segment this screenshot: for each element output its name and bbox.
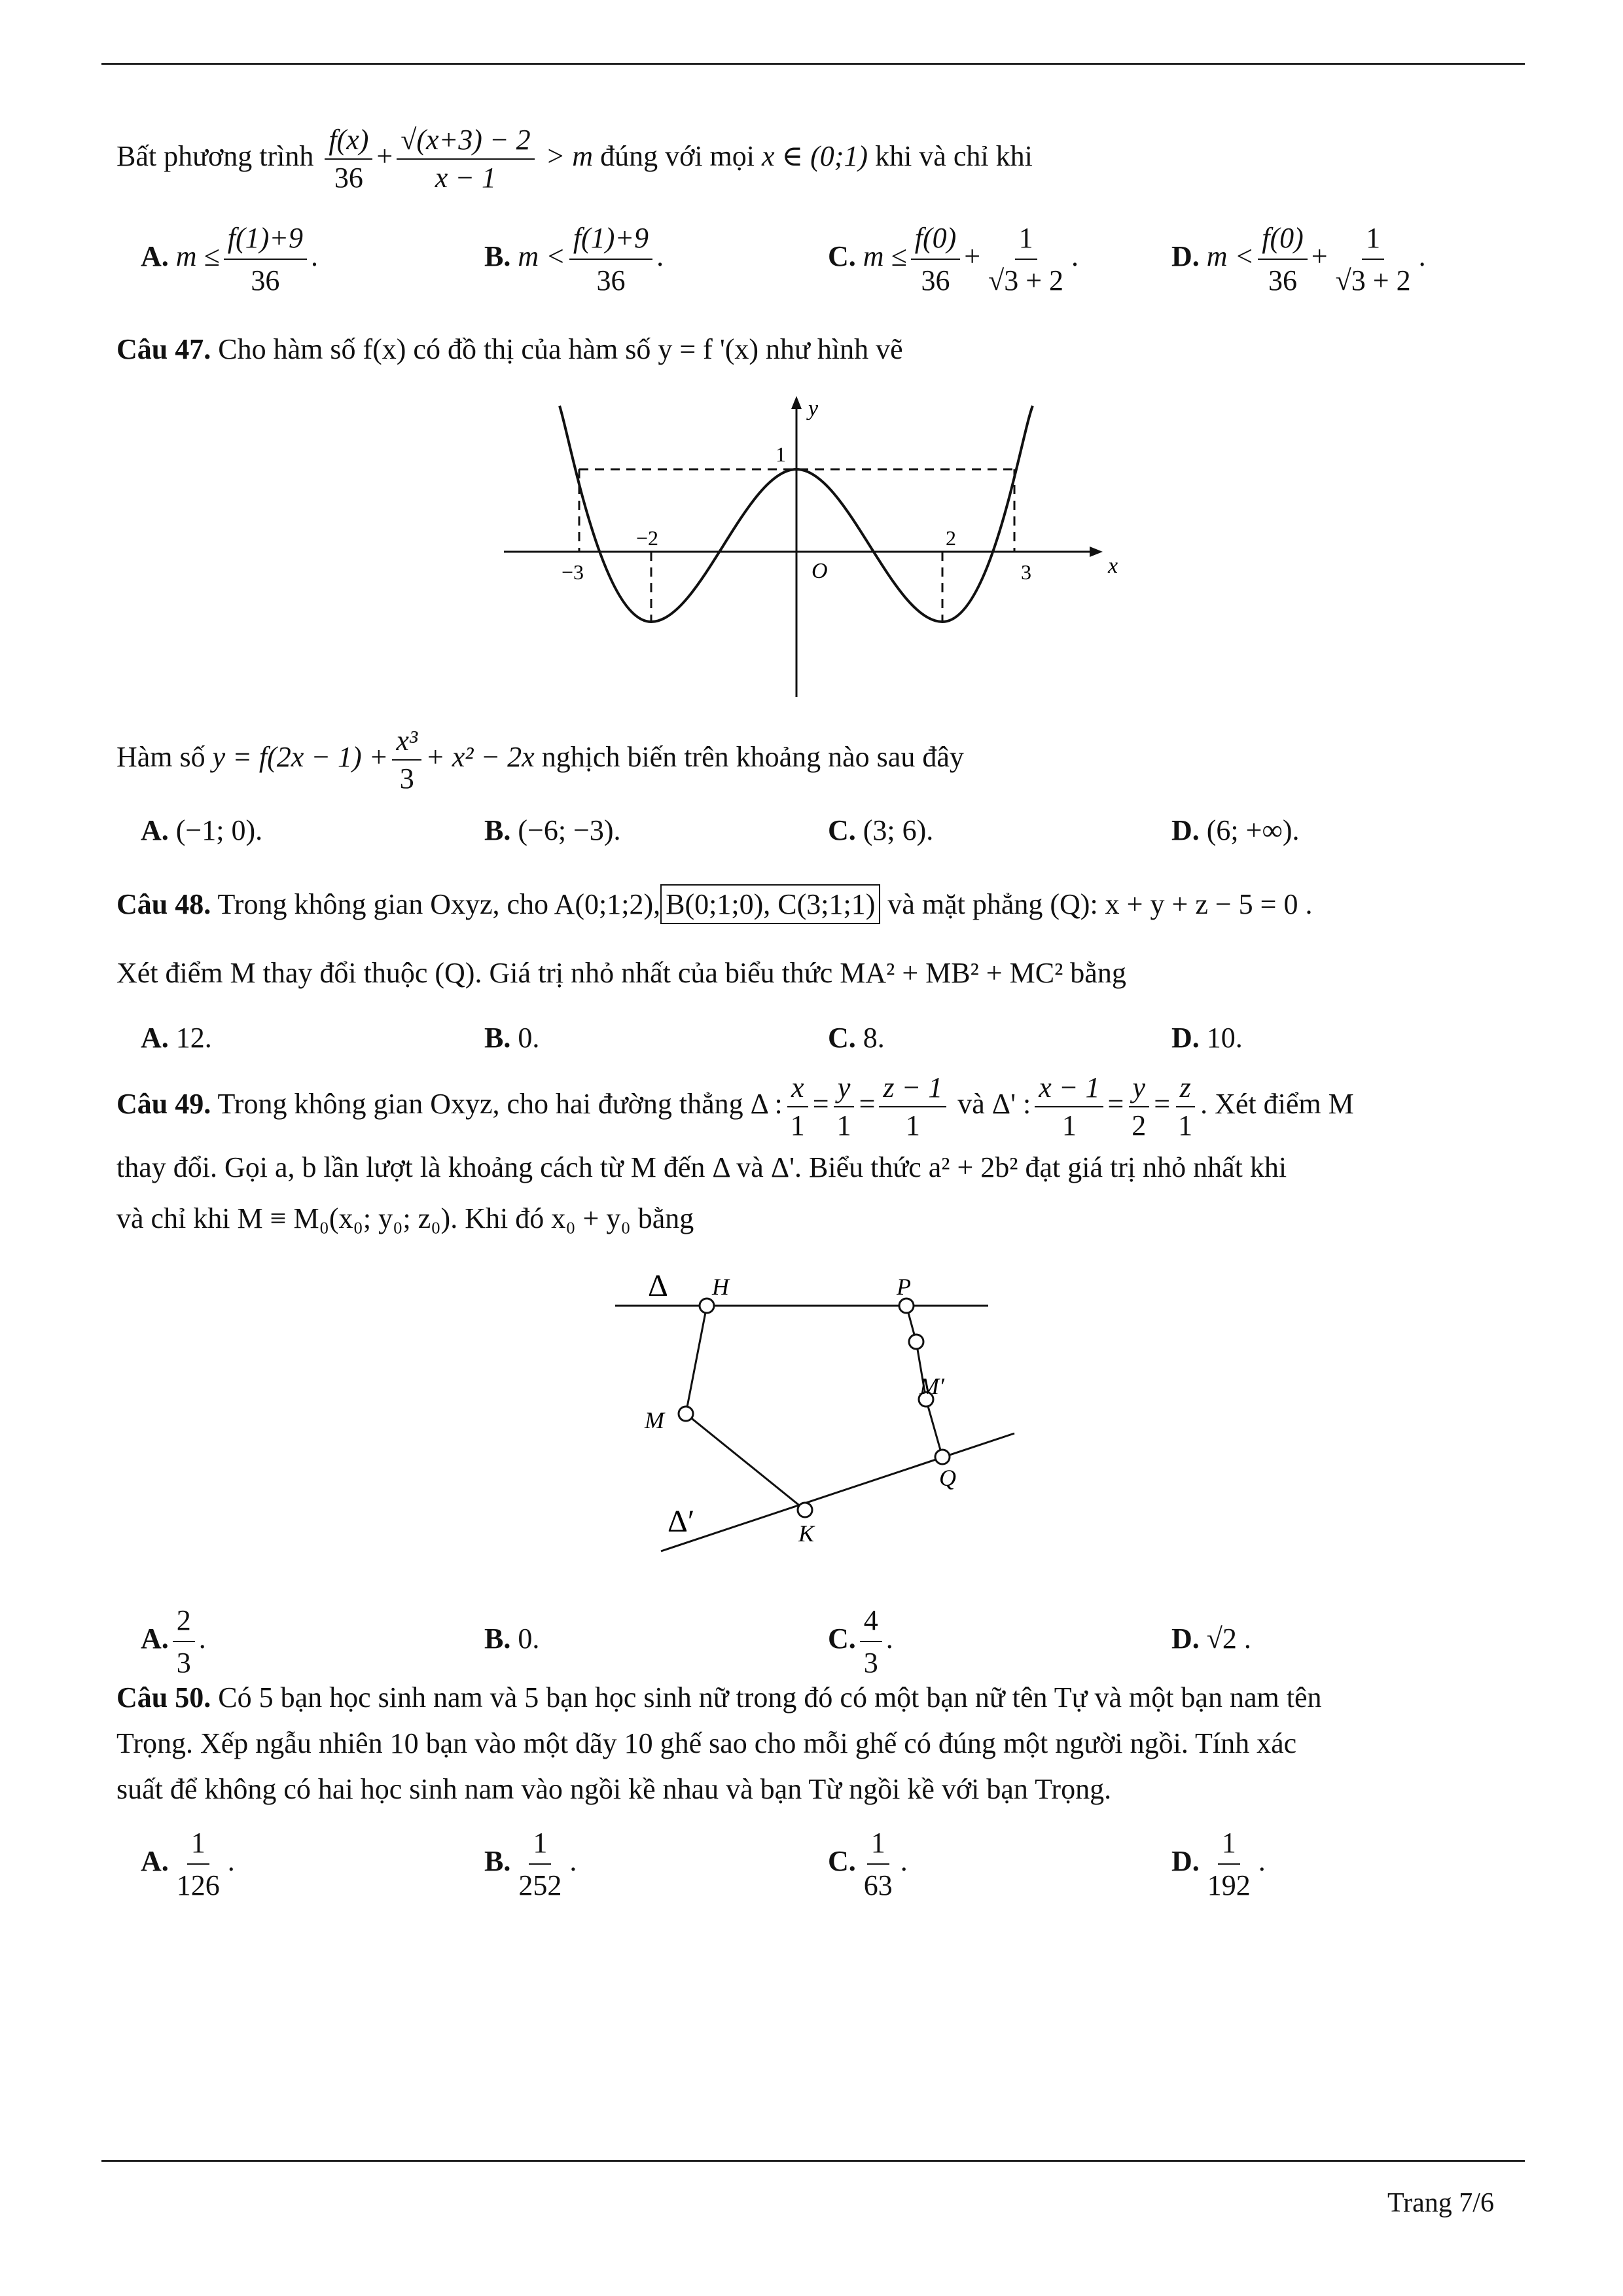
footer-rule [101, 2160, 1525, 2162]
label-K: K [798, 1520, 815, 1547]
y-axis-arrow [791, 396, 802, 409]
point-H [700, 1299, 714, 1313]
label-M: M [645, 1407, 664, 1433]
label-Q: Q [939, 1465, 956, 1491]
q50-option-d[interactable]: D. $\frac{1}{192}$ . [1171, 1827, 1266, 1901]
line-delta-prime [661, 1433, 1014, 1551]
q46-option-b[interactable]: B. m < $\frac{f(1)+9}{36}$ . [484, 222, 664, 296]
q50-line-2: Trọng. Xếp ngẫu nhiên 10 bạn vào một dãy 10 ghế sao cho mỗi ghế có đúng một người ngồi. Tính xác [116, 1727, 1297, 1759]
label-3: 3 [1021, 560, 1031, 584]
q46-option-c[interactable]: C. m ≤ $\frac{f(0)}{36}$ + $\frac{1}{√3 + 2}$ . [828, 222, 1079, 296]
label-x: x [1108, 554, 1118, 578]
q50-option-c[interactable]: C. $\frac{1}{63}$ . [828, 1827, 908, 1901]
q49-option-a[interactable]: A. $\frac{2}{3}$ . [141, 1604, 206, 1679]
label-origin: O [812, 559, 828, 583]
q47-option-a[interactable]: A. (−1; 0). [141, 814, 263, 846]
q47-option-c[interactable]: C. (3; 6). [828, 814, 934, 846]
point-M [679, 1407, 693, 1421]
point-Mprime-a [909, 1335, 923, 1349]
q47-option-d[interactable]: D. (6; +∞). [1171, 814, 1300, 846]
q47-derivative-graph [497, 396, 1139, 704]
q47-option-b[interactable]: B. (−6; −3). [484, 814, 621, 846]
label-1: 1 [776, 442, 786, 466]
q46-option-a[interactable]: A. m ≤ $\frac{f(1)+9}{36}$ . [141, 222, 318, 296]
q49-line-1: Câu 49. Trong không gian Oxyz, cho hai đường thẳng Δ : $\frac{x}{1}$ = $\frac{y}{1}$ = $\frac{z - 1}{1}$ và Δ' : $\frac{x - 1}{1}$ = $\frac{y}{2}$ = $\frac{z}{1}$ . Xét điểm M [116, 1071, 1354, 1141]
point-K [798, 1503, 812, 1517]
q48-line-2: Xét điểm M thay đổi thuộc (Q). Giá trị nhỏ nhất của biểu thức MA² + MB² + MC² bằng [116, 957, 1126, 989]
q46-option-d[interactable]: D. m < $\frac{f(0)}{36}$ + $\frac{1}{√3 + 2}$ . [1171, 222, 1426, 296]
q46-fraction-1: $\frac{f(x)}{36}$ [325, 126, 372, 192]
x-axis-arrow [1090, 547, 1103, 557]
label-Mprime: M′ [919, 1373, 944, 1399]
q49-option-b[interactable]: B. 0. [484, 1623, 540, 1655]
q48-option-d[interactable]: D. 10. [1171, 1022, 1243, 1054]
header-rule [101, 63, 1525, 65]
q46-stem: Bất phương trình $\frac{f(x)}{36}$ + $\frac{√(x+3) - 2}{x - 1}$ > m đúng với mọi x ∈ (0;1) khi và chỉ khi [116, 124, 1033, 194]
q48-boxed-points: B(0;1;0), C(3;1;1) [660, 884, 880, 924]
label-y: y [808, 397, 819, 421]
q50-line-1: Câu 50. Có 5 bạn học sinh nam và 5 bạn học sinh nữ trong đó có một bạn nữ tên Tự và một bạn nam tên [116, 1681, 1322, 1713]
q47-stem: Câu 47. Cho hàm số f(x) có đồ thị của hàm số y = f '(x) như hình vẽ [116, 333, 903, 365]
label-neg3: −3 [562, 560, 584, 584]
q47-stem-2: Hàm số y = f(2x − 1) + $\frac{\text{x³}}{3}$ + x² − 2x nghịch biến trên khoảng nào sau đây [116, 725, 964, 795]
q46-fraction-2: $\frac{√(x+3) - 2}{x - 1}$ [397, 126, 534, 192]
label-delta: Δ [648, 1268, 668, 1303]
q49-option-d[interactable]: D. √2 . [1171, 1623, 1251, 1655]
point-Q [935, 1450, 950, 1464]
q50-option-b[interactable]: B. $\frac{1}{252}$ . [484, 1827, 577, 1901]
path-H-M-K [686, 1306, 805, 1510]
q48-option-b[interactable]: B. 0. [484, 1022, 540, 1054]
label-delta-prime: Δ′ [668, 1504, 695, 1539]
q50-line-3: suất để không có hai học sinh nam vào ngồi kề nhau và bạn Từ ngồi kề với bạn Trọng. [116, 1773, 1112, 1805]
q50-option-a[interactable]: A. $\frac{1}{126}$ . [141, 1827, 235, 1901]
q47-fraction: $\frac{\text{x³}}{3}$ [392, 726, 421, 793]
label-neg2: −2 [636, 526, 659, 550]
label-2: 2 [946, 526, 956, 550]
q49-figure [602, 1257, 1073, 1571]
q49-option-c[interactable]: C. $\frac{4}{3}$ . [828, 1604, 893, 1679]
q49-line-3: và chỉ khi M ≡ M₀(x₀; y₀; z₀). Khi đó x₀ + y₀ bằng [116, 1202, 694, 1234]
q48-option-a[interactable]: A. 12. [141, 1022, 212, 1054]
label-H: H [712, 1274, 729, 1300]
point-P [899, 1299, 914, 1313]
q48-option-c[interactable]: C. 8. [828, 1022, 885, 1054]
page-number: Trang 7/6 [1387, 2188, 1494, 2218]
q48-line-1: Câu 48. Trong không gian Oxyz, cho A(0;1;2), B(0;1;0), C(3;1;1) và mặt phẳng (Q): x + y + z − 5 = 0 . [116, 890, 1312, 919]
label-P: P [897, 1274, 911, 1300]
q49-line-2: thay đổi. Gọi a, b lần lượt là khoảng cách từ M đến Δ và Δ'. Biểu thức a² + 2b² đạt giá trị nhỏ nhất khi [116, 1151, 1287, 1183]
